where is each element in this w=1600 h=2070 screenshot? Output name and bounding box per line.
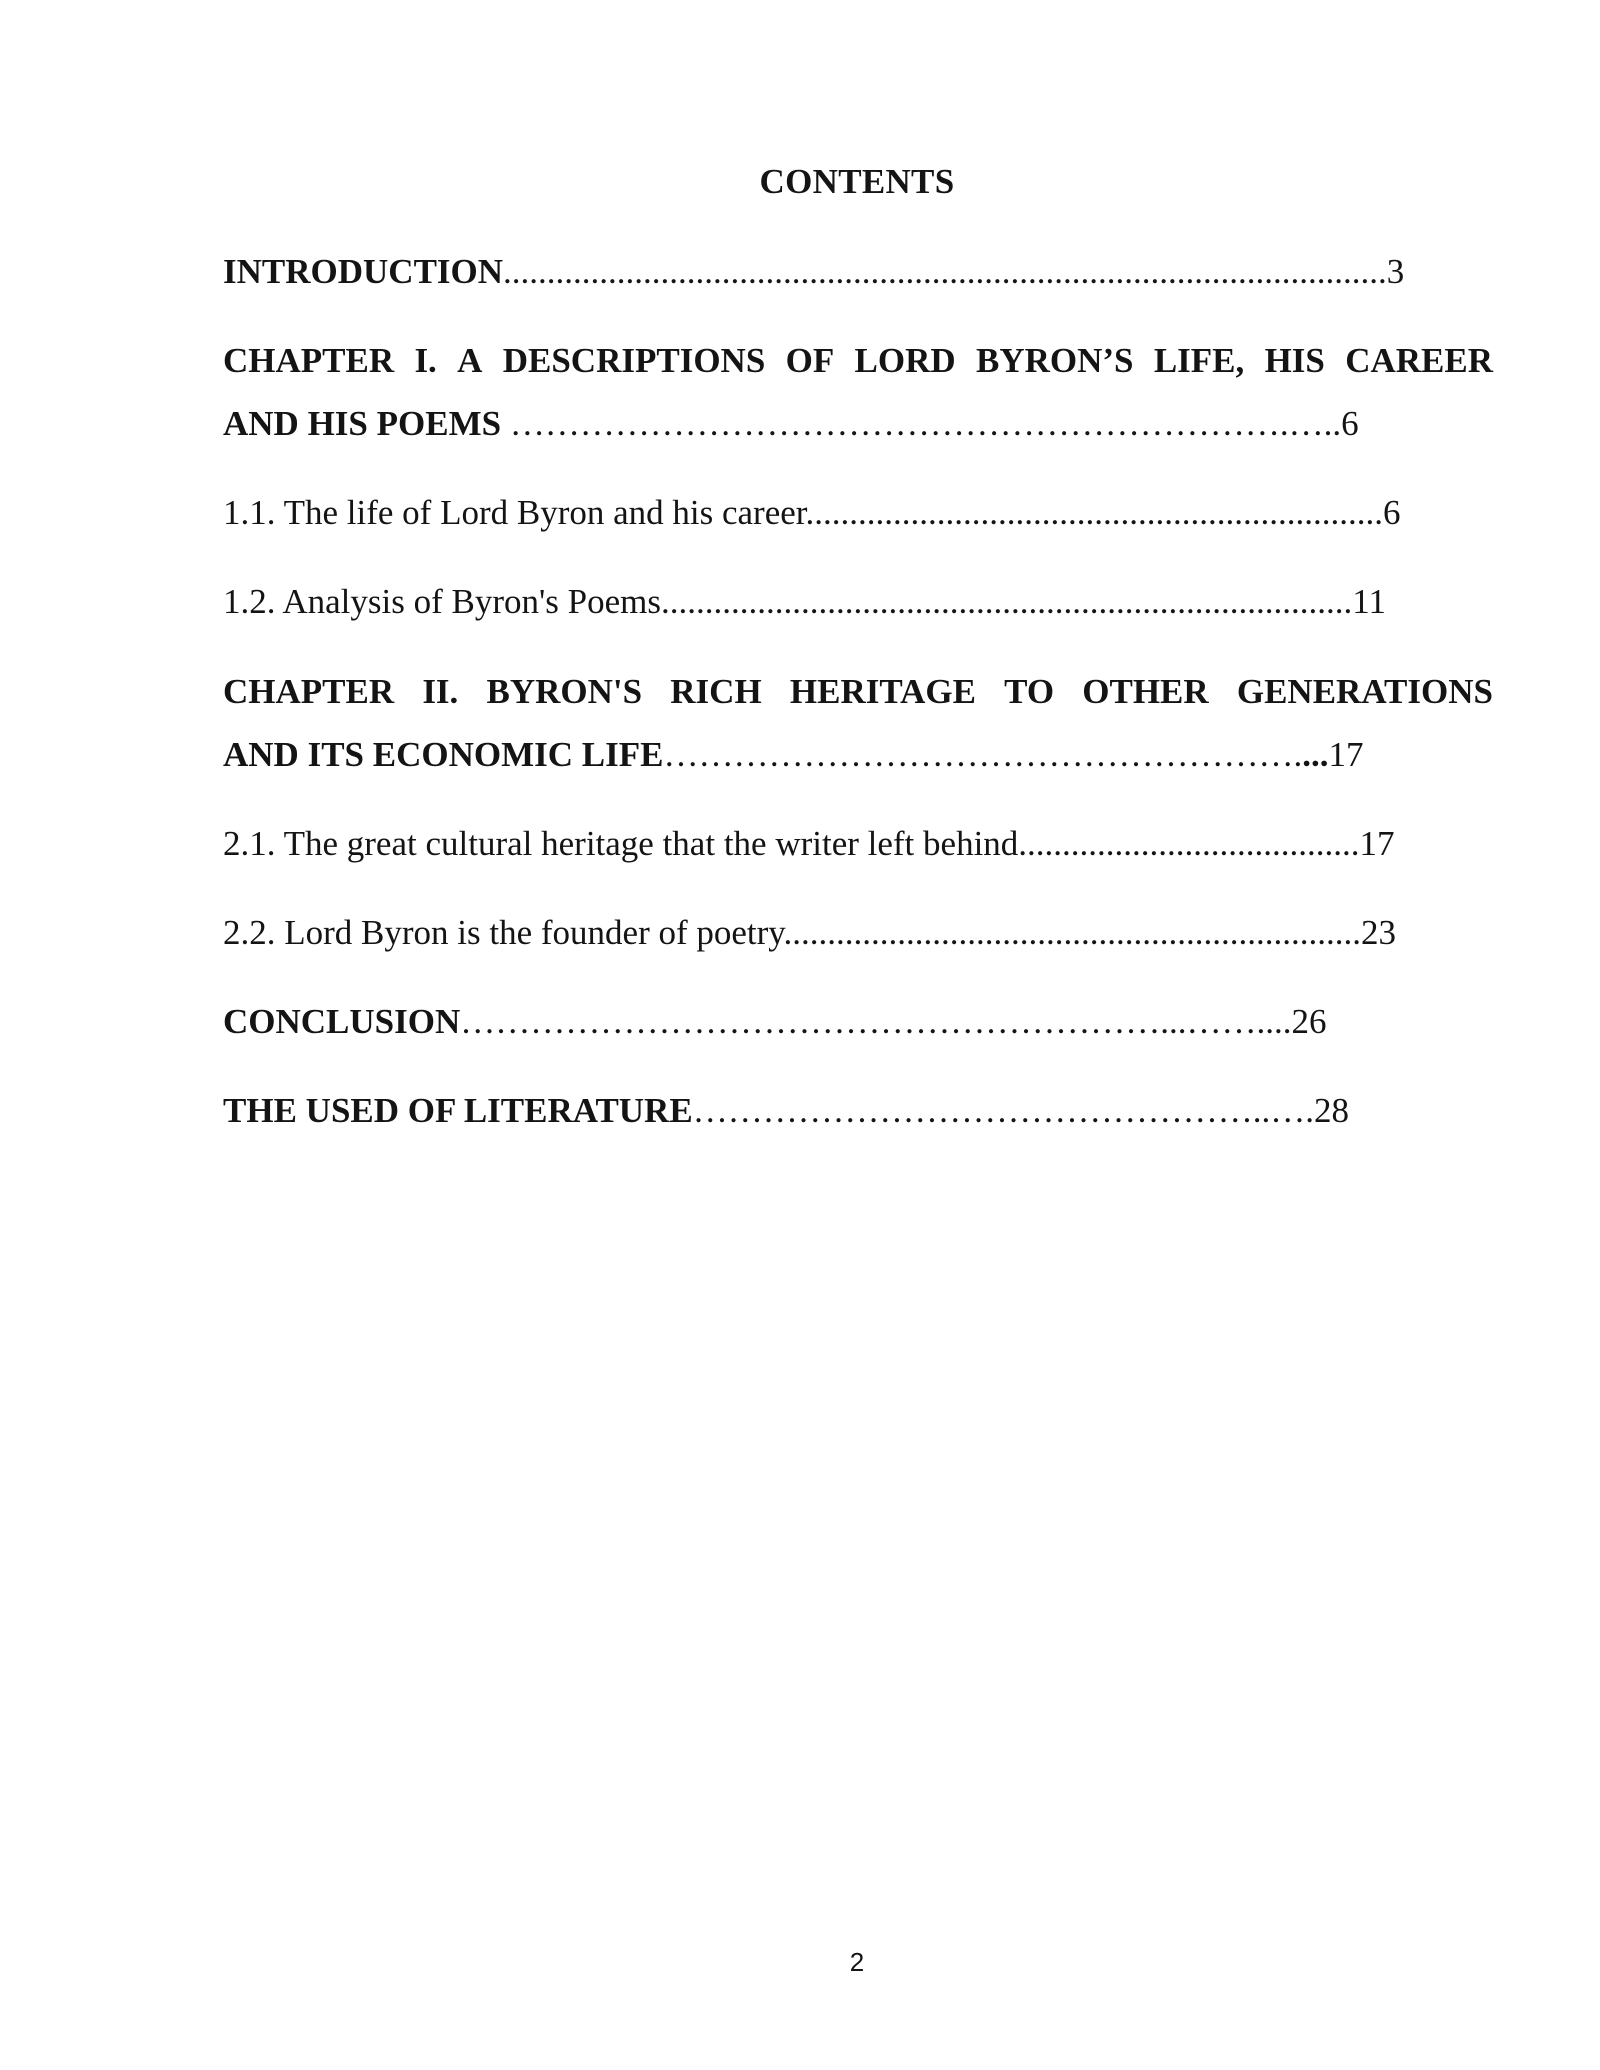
word: CHAPTER (223, 341, 395, 380)
toc-page-number: 17 (1328, 735, 1364, 774)
toc-page-number: 11 (1352, 582, 1386, 621)
word: HERITAGE (789, 672, 976, 711)
word: OF (785, 341, 835, 380)
toc-leader: ....................................... (1018, 824, 1360, 863)
toc-leader: ………………………………………………………….….. (501, 404, 1342, 443)
toc-page-number: 3 (1386, 252, 1405, 291)
word: LIFE, (1153, 341, 1245, 380)
word: II. (422, 672, 459, 711)
toc-entry-label: AND ITS ECONOMIC LIFE (223, 735, 664, 774)
toc-leader: ............................................................................... (661, 582, 1353, 621)
toc-entry-1-1[interactable] (223, 489, 1401, 537)
toc-page-number: 23 (1361, 913, 1397, 952)
toc-entry-conclusion[interactable] (223, 998, 1327, 1046)
toc-leader: .................................................................. (805, 493, 1384, 532)
word: CAREER (1345, 341, 1493, 380)
toc-entry-literature[interactable] (223, 1087, 1349, 1135)
toc-entry-label: 2.2. Lord Byron is the founder of poetry (223, 913, 784, 952)
toc-entry-2-2[interactable] (223, 909, 1396, 957)
word: A (457, 341, 483, 380)
toc-entry-chapter-2[interactable] (223, 668, 1493, 779)
toc-leader: …………………………………………..… (692, 1091, 1306, 1130)
toc-entry-label: CONCLUSION (223, 1002, 461, 1041)
toc-entry-label-line1 (223, 337, 1493, 385)
toc-leader: ……………………………………………………...…… (460, 1002, 1257, 1041)
toc-entry-introduction[interactable] (223, 248, 1404, 296)
toc-page-number: 6 (1341, 404, 1359, 443)
word: HIS (1264, 341, 1325, 380)
toc-entry-label: THE USED OF LITERATURE (223, 1091, 693, 1130)
contents-title: CONTENTS (759, 162, 955, 201)
word: BYRON'S (486, 672, 643, 711)
word: LORD (854, 341, 956, 380)
toc-entry-label: 2.1. The great cultural heritage that the writer left behind (223, 824, 1019, 863)
toc-entry-label-line2 (223, 731, 1493, 779)
word: GENERATIONS (1236, 672, 1493, 711)
toc-entry-label: 1.2. Analysis of Byron's Poems (223, 582, 661, 621)
word: RICH (670, 672, 762, 711)
toc-page-number: 17 (1359, 824, 1395, 863)
toc-entry-label-line1 (223, 668, 1493, 716)
toc-entry-label: INTRODUCTION (223, 252, 504, 291)
word: TO (1004, 672, 1055, 711)
page-number: 2 (849, 1947, 865, 1977)
toc-entry-1-2[interactable] (223, 578, 1386, 626)
toc-entry-2-1[interactable] (223, 820, 1395, 868)
toc-entry-label: AND HIS POEMS (223, 404, 502, 443)
word: OTHER (1082, 672, 1209, 711)
toc-page-number: 6 (1383, 493, 1401, 532)
toc-leader-dots: .... (1256, 1002, 1292, 1041)
toc-leader: ………………………………………………. (663, 735, 1303, 774)
toc-leader: ..................................................................................................... (503, 252, 1387, 291)
toc-page-number: 26 (1291, 1002, 1327, 1041)
toc-leader-dots: . (1305, 1091, 1314, 1130)
word: CHAPTER (223, 672, 395, 711)
toc-entry-chapter-1[interactable] (223, 337, 1493, 448)
toc-leader-dots: ... (1302, 735, 1329, 774)
toc-page-number: 28 (1313, 1091, 1349, 1130)
toc-leader: .................................................................. (783, 913, 1362, 952)
word: BYRON’S (975, 341, 1134, 380)
toc-entry-label: 1.1. The life of Lord Byron and his career (223, 493, 806, 532)
word: I. (414, 341, 437, 380)
toc-entry-label-line2 (223, 400, 1493, 448)
word: DESCRIPTIONS (502, 341, 766, 380)
